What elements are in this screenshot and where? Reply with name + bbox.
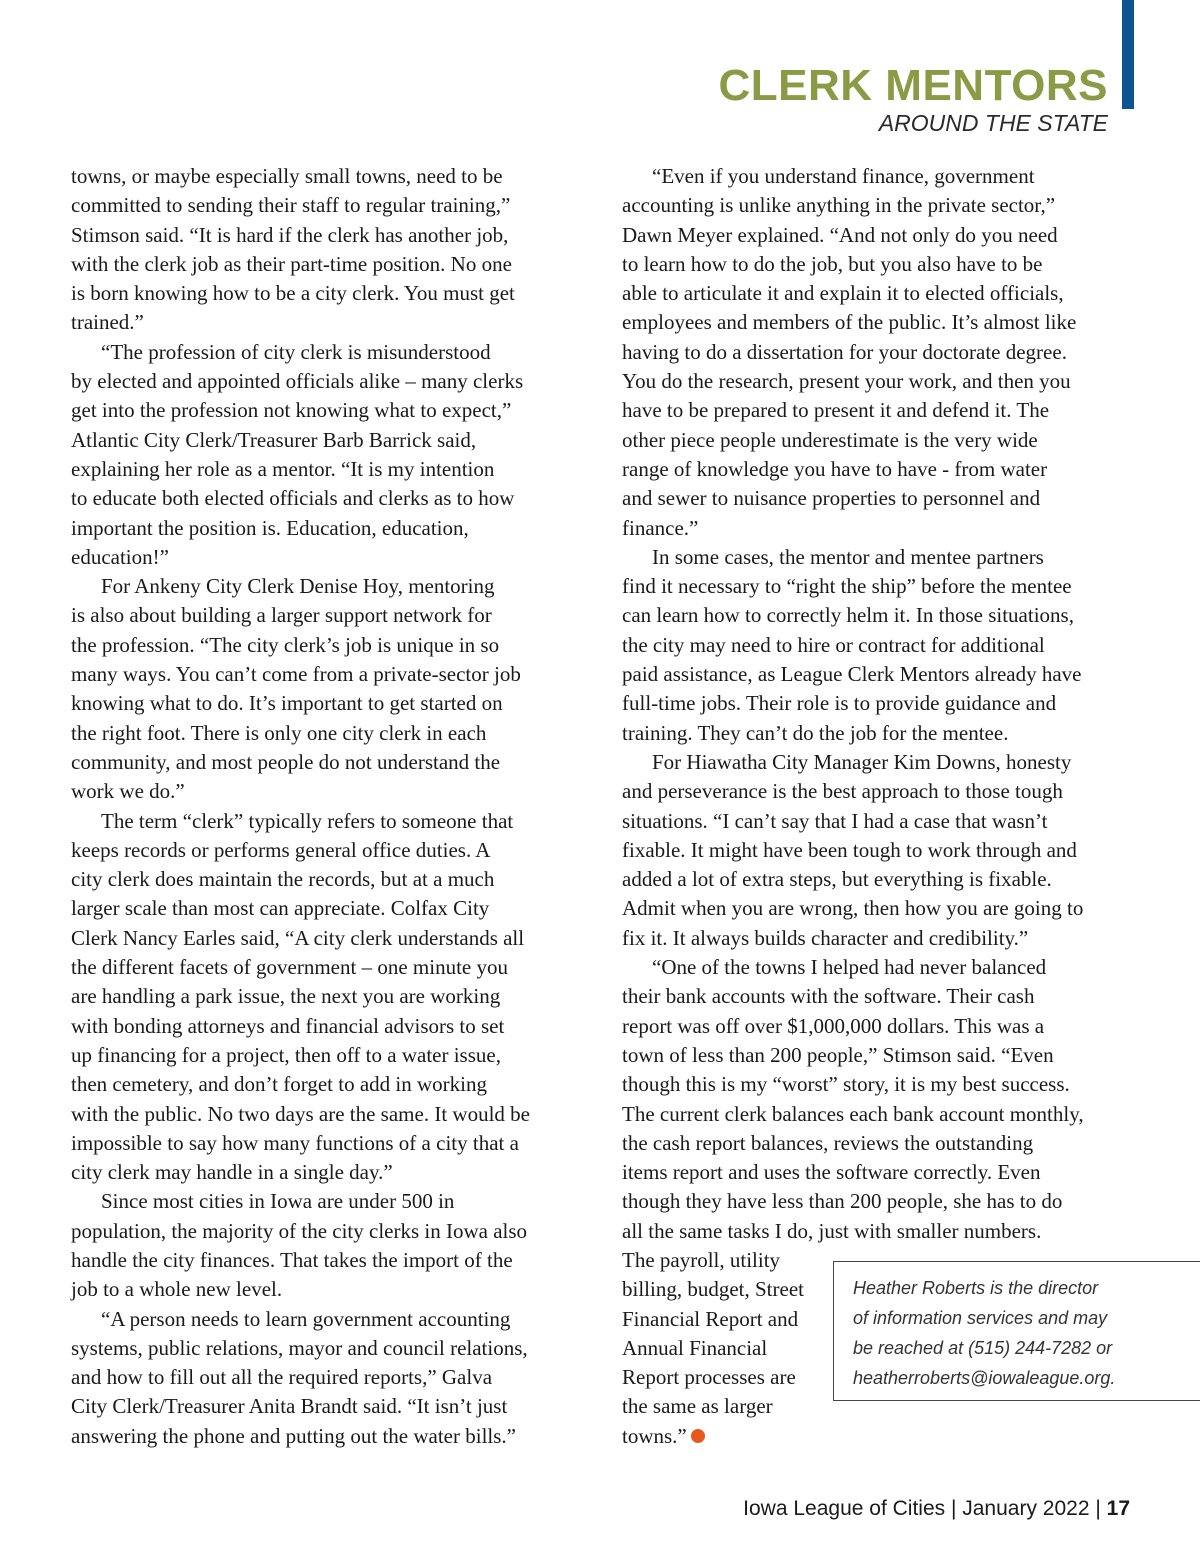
bio-email: heatherroberts@iowaleague.org. (853, 1368, 1116, 1388)
text-line: paid assistance, as League Clerk Mentors already have (622, 662, 1082, 687)
text-line: impossible to say how many functions of a city that a (71, 1130, 519, 1155)
text-line: Admit when you are wrong, then how you are going to (622, 896, 1084, 921)
text-line: the right foot. There is only one city clerk in each (71, 720, 487, 745)
section-subtitle: AROUND THE STATE (878, 110, 1108, 136)
page-footer (743, 1497, 1130, 1521)
text-line: though this is my “worst” story, it is my best success. (622, 1072, 1070, 1097)
text-line: get into the profession not knowing what to expect,” (71, 398, 512, 423)
text-line: The term “clerk” typically refers to someone that (101, 808, 514, 833)
text-line: the city may need to hire or contract for additional (622, 632, 1045, 657)
text-line: trained.” (71, 310, 144, 335)
text-line: work we do.” (71, 779, 185, 804)
text-line: up financing for a project, then off to a water issue, (71, 1042, 501, 1067)
text-line: can learn how to correctly helm it. In those situations, (622, 603, 1074, 628)
text-line: systems, public relations, mayor and council relations, (71, 1335, 528, 1360)
paragraph (622, 748, 1127, 953)
text-line: towns, or maybe especially small towns, need to be (71, 164, 503, 188)
text-line: the same as larger (622, 1394, 773, 1419)
text-line: handle the city finances. That takes the import of the (71, 1247, 513, 1272)
text-line: though they have less than 200 people, she has to do (622, 1189, 1063, 1214)
text-line: the cash report balances, reviews the outstanding (622, 1130, 1034, 1155)
paragraph (71, 1187, 571, 1304)
text-line: fix it. It always builds character and credibility.” (622, 925, 1029, 950)
text-line: “One of the towns I helped had never balanced (652, 955, 1047, 980)
bio-line: of information services and may (853, 1308, 1108, 1328)
text-line: the different facets of government – one minute you (71, 955, 508, 980)
text-line: Annual Financial (622, 1335, 768, 1360)
text-line: all the same tasks I do, just with smaller numbers. (622, 1218, 1042, 1243)
text-line: then cemetery, and don’t forget to add in working (71, 1072, 488, 1097)
text-line: town of less than 200 people,” Stimson said. “Even (622, 1042, 1054, 1067)
text-line: education!” (71, 544, 169, 569)
text-line: “A person needs to learn government accounting (101, 1306, 511, 1331)
text-line: are handling a park issue, the next you are working (71, 984, 501, 1009)
text-line: training. They can’t do the job for the mentee. (622, 720, 1009, 745)
text-line: range of knowledge you have to have - from water (622, 456, 1048, 481)
text-line: city clerk does maintain the records, but at a much (71, 867, 495, 892)
text-line: having to do a dissertation for your doctorate degree. (622, 339, 1067, 364)
text-line: larger scale than most can appreciate. Colfax City (71, 896, 490, 921)
bio-line: be reached at (515) 244-7282 or (853, 1338, 1113, 1358)
paragraph (71, 572, 571, 806)
paragraph (622, 543, 1127, 748)
right-column (622, 162, 1127, 1451)
paragraph (71, 807, 571, 1188)
text-line: Dawn Meyer explained. “And not only do you need (622, 222, 1058, 247)
text-line-last (622, 1422, 1127, 1451)
text-line: their bank accounts with the software. Their cash (622, 984, 1035, 1009)
text-line: You do the research, present your work, and then you (622, 369, 1071, 394)
text-line: by elected and appointed officials alike – many clerks (71, 369, 524, 394)
text-line: many ways. You can’t come from a private-sector job (71, 662, 521, 687)
paragraph (71, 1305, 571, 1451)
text-line: explaining her role as a mentor. “It is my intention (71, 456, 495, 481)
text-line: other piece people underestimate is the very wide (622, 427, 1038, 452)
text-line: population, the majority of the city clerks in Iowa also (71, 1218, 528, 1243)
text-line: is also about building a larger support network for (71, 603, 492, 628)
text-line: For Ankeny City Clerk Denise Hoy, mentoring (101, 574, 495, 599)
text-line: full-time jobs. Their role is to provide guidance and (622, 691, 1057, 716)
text-line: able to articulate it and explain it to elected officials, (622, 281, 1064, 306)
page-number: 17 (1106, 1497, 1130, 1520)
text-line: items report and uses the software correctly. Even (622, 1160, 1041, 1185)
text-line: the profession. “The city clerk’s job is unique in so (71, 632, 500, 657)
text-line: towns.” (622, 1423, 687, 1448)
text-line: finance.” (622, 515, 699, 540)
text-line: answering the phone and putting out the water bills.” (71, 1423, 516, 1448)
text-line: “The profession of city clerk is misunderstood (101, 339, 491, 364)
text-line: and sewer to nuisance properties to personnel and (622, 486, 1041, 511)
section-title: CLERK MENTORS (718, 61, 1108, 110)
footer-publication: Iowa League of Cities | January 2022 | (743, 1497, 1107, 1520)
paragraph (622, 162, 1127, 543)
text-line: to learn how to do the job, but you also have to be (622, 251, 1043, 276)
text-line: The payroll, utility (622, 1247, 781, 1272)
text-line: have to be prepared to present it and defend it. The (622, 398, 1050, 423)
text-line: and perseverance is the best approach to those tough (622, 779, 1063, 804)
text-line: The current clerk balances each bank account monthly, (622, 1101, 1084, 1126)
text-line: important the position is. Education, education, (71, 515, 469, 540)
text-line: find it necessary to “right the ship” before the mentee (622, 574, 1072, 599)
header-accent-bar (1122, 0, 1134, 109)
text-line: situations. “I can’t say that I had a case that wasn’t (622, 808, 1048, 833)
end-of-article-dot-icon (691, 1429, 705, 1443)
section-header (719, 62, 1108, 136)
text-line: “Even if you understand finance, government (652, 164, 1035, 188)
text-line: city clerk may handle in a single day.” (71, 1160, 393, 1185)
text-line: For Hiawatha City Manager Kim Downs, honesty (652, 749, 1072, 774)
text-line: community, and most people do not understand the (71, 749, 501, 774)
paragraph (71, 162, 571, 338)
text-line: with the clerk job as their part-time position. No one (71, 251, 512, 276)
text-line: to educate both elected officials and clerks as to how (71, 486, 515, 511)
bio-line: Heather Roberts is the director (853, 1278, 1099, 1298)
text-line: City Clerk/Treasurer Anita Brandt said. “It isn’t just (71, 1394, 508, 1419)
text-line: Atlantic City Clerk/Treasurer Barb Barrick said, (71, 427, 477, 452)
text-line: committed to sending their staff to regular training,” (71, 193, 511, 218)
paragraph (71, 338, 571, 572)
text-line: with bonding attorneys and financial advisors to set (71, 1013, 505, 1038)
text-line: accounting is unlike anything in the private sector,” (622, 193, 1056, 218)
left-column (71, 162, 571, 1451)
text-line: Since most cities in Iowa are under 500 in (101, 1189, 455, 1214)
author-bio-box (833, 1261, 1200, 1401)
text-line: employees and members of the public. It’s almost like (622, 310, 1077, 335)
text-line: job to a whole new level. (71, 1277, 283, 1302)
text-line: billing, budget, Street (622, 1277, 804, 1302)
text-line: Report processes are (622, 1365, 796, 1390)
text-line: Financial Report and (622, 1306, 799, 1331)
text-line: added a lot of extra steps, but everything is fixable. (622, 867, 1052, 892)
text-line: with the public. No two days are the same. It would be (71, 1101, 530, 1126)
text-line: and how to fill out all the required reports,” Galva (71, 1365, 493, 1390)
text-line: is born knowing how to be a city clerk. You must get (71, 281, 515, 306)
text-line: report was off over $1,000,000 dollars. This was a (622, 1013, 1045, 1038)
text-line: keeps records or performs general office duties. A (71, 837, 491, 862)
text-line: Stimson said. “It is hard if the clerk has another job, (71, 222, 509, 247)
text-line: In some cases, the mentor and mentee partners (652, 544, 1044, 569)
text-line: Clerk Nancy Earles said, “A city clerk understands all (71, 925, 525, 950)
text-line: knowing what to do. It’s important to get started on (71, 691, 503, 716)
text-line: fixable. It might have been tough to work through and (622, 837, 1077, 862)
